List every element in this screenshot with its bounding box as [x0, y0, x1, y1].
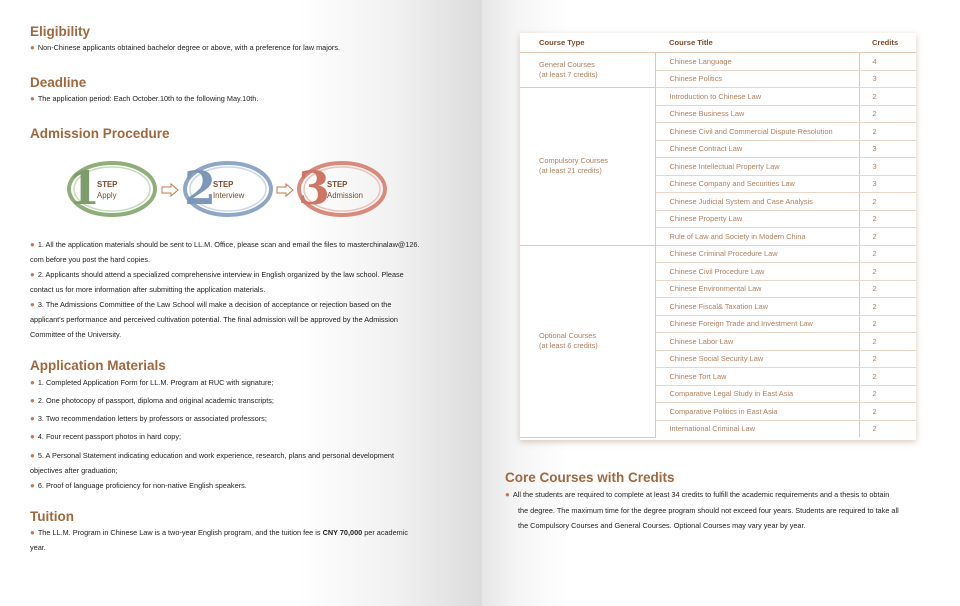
header-course-title: Course Title	[655, 33, 859, 53]
course-title-cell: Chinese Intellectual Property Law	[655, 158, 859, 176]
course-title-cell: Introduction to Chinese Law	[655, 88, 859, 106]
credits-cell: 4	[859, 53, 916, 71]
materials-list	[30, 374, 455, 493]
bullet-icon: ●	[30, 451, 35, 460]
tuition-fee: CNY 70,000	[322, 528, 363, 537]
step-label: STEP	[97, 180, 118, 189]
step-number: 2	[184, 161, 217, 215]
step-interview	[182, 160, 272, 218]
course-type-note: (at least 7 credits)	[539, 70, 598, 79]
core-heading: Core Courses with Credits	[505, 470, 675, 485]
credits-cell: 3	[859, 140, 916, 158]
bullet-icon: ●	[30, 378, 35, 387]
materials-item: ● 1. Completed Application Form for LL.M. Program at RUC with signature;	[30, 378, 274, 387]
course-title-cell: Chinese Business Law	[655, 105, 859, 123]
step-label: STEP	[213, 180, 234, 189]
arrow-right-icon	[161, 183, 179, 197]
credits-cell: 2	[859, 403, 916, 421]
course-table	[520, 33, 916, 438]
credits-cell: 2	[859, 298, 916, 316]
bullet-icon: ●	[30, 270, 35, 279]
credits-cell: 2	[859, 245, 916, 263]
course-title-cell: Chinese Foreign Trade and Investment Law	[655, 315, 859, 333]
admission-item-cont: com before you post the hard copies.	[30, 255, 151, 264]
credits-cell: 2	[859, 368, 916, 386]
course-title-cell: Chinese Property Law	[655, 210, 859, 228]
course-table-card	[520, 33, 916, 440]
course-title-cell: Chinese Civil Procedure Law	[655, 263, 859, 281]
materials-item: ● 5. A Personal Statement indicating education and work experience, research, plans and personal development	[30, 451, 394, 460]
credits-cell: 2	[859, 88, 916, 106]
course-title-cell: Chinese Environmental Law	[655, 280, 859, 298]
tuition-line: ● The LL.M. Program in Chinese Law is a two-year English program, and the tuition fee is CNY 70,000 per academic	[30, 528, 409, 537]
course-title-cell: Chinese Tort Law	[655, 368, 859, 386]
bullet-icon: ●	[30, 481, 35, 490]
course-title-cell: Chinese Language	[655, 53, 859, 71]
admission-steps	[66, 160, 386, 220]
credits-cell: 2	[859, 385, 916, 403]
course-title-cell: Chinese Politics	[655, 70, 859, 88]
bullet-icon: ●	[505, 490, 510, 499]
credits-cell: 2	[859, 350, 916, 368]
course-type-cell	[520, 245, 655, 437]
step-label: STEP	[327, 180, 348, 189]
materials-item: ● 4. Four recent passport photos in hard copy;	[30, 432, 182, 441]
core-text	[505, 487, 945, 534]
course-type-cell	[520, 88, 655, 246]
admission-item-cont: applicant's performance and perceived cultivation potential. The final admission will be approved by the Admission	[30, 315, 398, 324]
step-number: 3	[298, 161, 331, 215]
materials-item: ● 2. One photocopy of passport, diploma and original academic transcripts;	[30, 396, 274, 405]
credits-cell: 2	[872, 424, 877, 434]
bullet-icon: ●	[30, 94, 35, 103]
course-title-cell: Rule of Law and Society in Modern China	[655, 228, 859, 246]
deadline-text: ● The application period: Each October.10th to the following May.10th.	[30, 94, 259, 103]
materials-item: ● 6. Proof of language proficiency for non-native English speakers.	[30, 481, 247, 490]
bullet-icon: ●	[30, 528, 35, 537]
credits-cell: 2	[859, 105, 916, 123]
course-title-cell: Comparative Politics in East Asia	[655, 403, 859, 421]
core-line-cont: the Compulsory Courses and General Courses. Optional Courses may vary year by year.	[518, 521, 806, 530]
course-type-name: Compulsory Courses	[539, 156, 609, 166]
tuition-text	[30, 525, 455, 555]
course-type-cell	[520, 53, 655, 88]
bullet-icon: ●	[30, 300, 35, 309]
credits-cell: 3	[859, 70, 916, 88]
admission-item-cont: contact us for more information after submitting the application materials.	[30, 285, 266, 294]
course-type-name: General Courses	[539, 60, 595, 69]
admission-item: ● 3. The Admissions Committee of the Law School will make a decision of acceptance or rejection based on the	[30, 300, 392, 309]
credits-cell: 2	[859, 315, 916, 333]
bullet-icon: ●	[30, 414, 35, 423]
table-row	[520, 88, 916, 106]
table-row	[520, 53, 916, 71]
course-title-cell: International Criminal Law	[655, 420, 859, 437]
step-apply	[66, 160, 156, 218]
credits-cell: 2	[859, 280, 916, 298]
credits-cell: 2	[859, 263, 916, 281]
step-name: Interview	[213, 191, 245, 200]
materials-item-cont: objectives after graduation;	[30, 466, 118, 475]
credits-cell: 2	[859, 123, 916, 141]
admission-item-cont: Committee of the University.	[30, 330, 122, 339]
bullet-icon: ●	[30, 396, 35, 405]
credits-cell: 3	[859, 175, 916, 193]
course-title-cell: Comparative Legal Study in East Asia	[655, 385, 859, 403]
header-course-type: Course Type	[520, 33, 655, 53]
table-row	[520, 245, 916, 263]
credits-cell: 2	[859, 193, 916, 211]
step-number: 1	[68, 161, 101, 215]
course-type-note: (at least 21 credits)	[539, 166, 602, 176]
course-title-cell: Chinese Fiscal& Taxation Law	[655, 298, 859, 316]
bullet-icon: ●	[30, 43, 35, 52]
step-admission	[296, 160, 386, 218]
course-title-cell: Chinese Social Security Law	[655, 350, 859, 368]
bullet-icon: ●	[30, 432, 35, 441]
credits-cell: 2	[859, 333, 916, 351]
admission-heading: Admission Procedure	[30, 126, 170, 141]
deadline-heading: Deadline	[30, 75, 87, 90]
eligibility-text: ● Non-Chinese applicants obtained bachelor degree or above, with a preference for law majors.	[30, 43, 341, 52]
course-title-cell: Chinese Company and Securities Law	[655, 175, 859, 193]
credits-cell: 2	[859, 210, 916, 228]
step-name: Apply	[97, 191, 117, 200]
arrow-right-icon	[276, 183, 294, 197]
tuition-heading: Tuition	[30, 509, 74, 524]
credits-cell: 2	[859, 228, 916, 246]
course-table-body	[520, 53, 916, 438]
credits-cell: 3	[859, 158, 916, 176]
admission-item: ● 2. Applicants should attend a specialized comprehensive interview in English organized by the law school. Please	[30, 270, 404, 279]
table-header-row	[520, 33, 916, 53]
bullet-icon: ●	[30, 240, 35, 249]
core-line: ● All the students are required to complete at least 34 credits to fulfill the academic requirements and a thesis to obtain	[505, 490, 890, 499]
materials-item: ● 3. Two recommendation letters by professors or associated professors;	[30, 414, 267, 423]
materials-heading: Application Materials	[30, 358, 166, 373]
course-type-note: (at least 6 credits)	[539, 341, 598, 350]
tuition-line-cont: year.	[30, 543, 46, 552]
step-name: Admission	[327, 191, 363, 200]
eligibility-heading: Eligibility	[30, 24, 91, 39]
admission-list	[30, 237, 455, 342]
course-title-cell: Chinese Judicial System and Case Analysis	[655, 193, 859, 211]
course-title-cell: Chinese Civil and Commercial Dispute Resolution	[655, 123, 859, 141]
course-title-cell: Chinese Criminal Procedure Law	[655, 245, 859, 263]
header-credits: Credits	[859, 33, 916, 53]
course-title-cell: Chinese Labor Law	[655, 333, 859, 351]
core-line-cont: the degree. The maximum time for the degree program should not exceed four years. Students are required to take all	[518, 505, 899, 515]
admission-item: ● 1. All the application materials should be sent to LL.M. Office, please scan and email the files to masterchinalaw@126.	[30, 240, 420, 249]
course-type-name: Optional Courses	[539, 331, 597, 340]
course-title-cell: Chinese Contract Law	[655, 140, 859, 158]
